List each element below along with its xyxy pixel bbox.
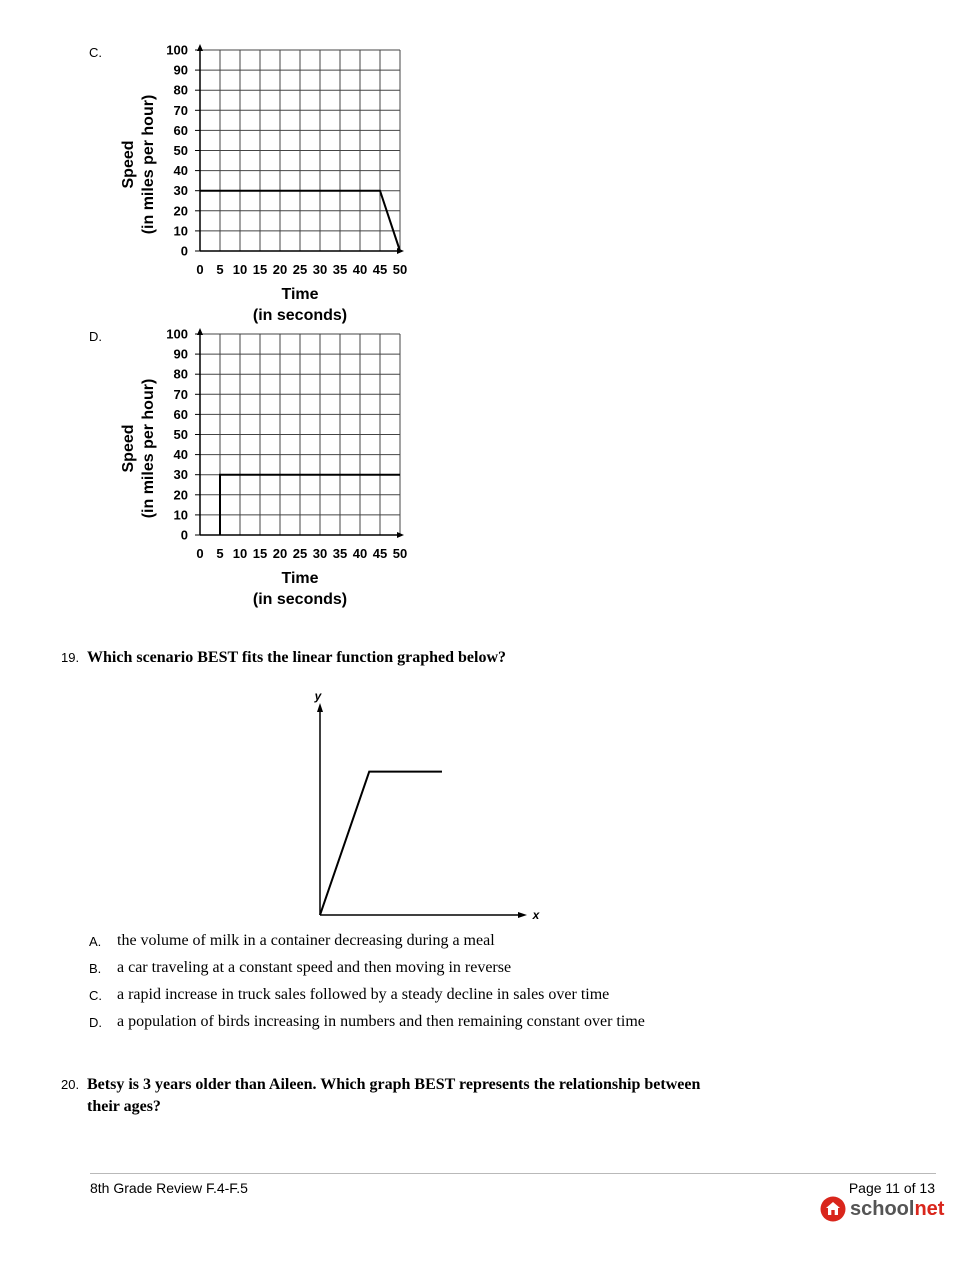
y-tick-label: 40 <box>173 447 188 463</box>
y-tick-label: 30 <box>173 467 188 483</box>
y-tick-label: 70 <box>173 102 188 118</box>
schoolnet-logo <box>820 1195 944 1223</box>
y-tick-label: 50 <box>173 143 188 158</box>
question-20-text <box>87 1074 847 1118</box>
data-line <box>320 772 442 915</box>
x-axis-label: x <box>532 908 540 922</box>
x-axis-title: Time <box>281 286 319 303</box>
data-line <box>220 475 400 535</box>
x-tick-label: 20 <box>272 546 288 561</box>
y-tick-label: 0 <box>180 527 188 543</box>
y-axis-arrow <box>317 703 323 712</box>
x-tick-label: 50 <box>392 546 408 561</box>
x-tick-label: 40 <box>352 262 368 277</box>
y-tick-label: 90 <box>173 62 188 78</box>
x-tick-label: 5 <box>216 262 224 277</box>
option-letter-c: C. <box>89 45 102 60</box>
y-axis-subtitle: (in miles per hour) <box>140 378 157 519</box>
y-tick-label: 10 <box>173 223 188 239</box>
question-19-options <box>89 932 849 1040</box>
y-axis-arrow <box>197 44 203 51</box>
x-tick-label: 10 <box>232 262 248 277</box>
answer-letter: B. <box>89 961 102 976</box>
y-tick-label: 70 <box>173 386 188 402</box>
y-tick-label: 30 <box>173 183 188 199</box>
x-tick-label: 25 <box>292 262 308 277</box>
y-tick-label: 0 <box>180 243 188 259</box>
y-axis-title: Speed <box>120 140 137 189</box>
answer-letter: D. <box>89 1015 102 1030</box>
speed-time-chart-c-svg <box>100 36 430 331</box>
x-tick-label: 5 <box>216 546 224 561</box>
x-axis-title: Time <box>281 570 319 587</box>
x-tick-label: 0 <box>196 262 204 277</box>
y-tick-label: 10 <box>173 507 188 523</box>
speed-time-chart-c <box>100 36 430 336</box>
y-tick-label: 20 <box>173 487 188 503</box>
y-axis-label: y <box>314 689 322 703</box>
question-20-number: 20. <box>61 1077 80 1092</box>
logo-text-net: net <box>914 1197 945 1220</box>
x-tick-label: 20 <box>272 262 288 277</box>
answer-option-b[interactable] <box>89 959 849 986</box>
page-number: Page 11 of 13 <box>848 1180 935 1196</box>
answer-option-c[interactable] <box>89 986 849 1013</box>
y-tick-label: 60 <box>173 406 188 422</box>
y-tick-label: 90 <box>173 346 188 362</box>
linear-function-graph <box>300 688 550 933</box>
y-tick-label: 100 <box>166 326 188 342</box>
answer-option-d[interactable] <box>89 1013 849 1040</box>
option-letter-d: D. <box>89 329 102 344</box>
answer-option-a[interactable] <box>89 932 849 959</box>
answer-text: a population of birds increasing in numbers and then remaining constant over time <box>117 1013 645 1030</box>
question-19-number: 19. <box>61 650 80 665</box>
x-axis-arrow <box>518 912 527 918</box>
x-axis-subtitle: (in seconds) <box>252 591 348 608</box>
question-19-text: Which scenario BEST fits the linear function graphed below? <box>87 649 506 666</box>
speed-time-chart-d <box>100 320 430 620</box>
y-tick-label: 60 <box>173 122 188 138</box>
logo-text-school: school <box>850 1197 915 1220</box>
y-tick-label: 100 <box>166 42 188 58</box>
x-tick-label: 25 <box>292 546 308 561</box>
y-axis-title: Speed <box>120 424 137 473</box>
x-tick-label: 50 <box>392 262 408 277</box>
footer-divider <box>90 1173 936 1174</box>
x-tick-label: 35 <box>332 262 348 277</box>
y-tick-label: 20 <box>173 203 188 219</box>
y-axis-subtitle: (in miles per hour) <box>140 94 157 235</box>
answer-text: the volume of milk in a container decreasing during a meal <box>117 932 495 949</box>
house-icon <box>820 1196 846 1222</box>
x-tick-label: 15 <box>252 262 268 277</box>
x-tick-label: 0 <box>196 546 204 561</box>
x-tick-label: 45 <box>372 262 388 277</box>
x-tick-label: 45 <box>372 546 388 561</box>
footer-title: 8th Grade Review F.4-F.5 <box>90 1180 248 1196</box>
x-tick-label: 10 <box>232 546 248 561</box>
x-tick-label: 15 <box>252 546 268 561</box>
y-tick-label: 80 <box>173 366 188 382</box>
x-tick-label: 40 <box>352 546 368 561</box>
answer-letter: A. <box>89 934 102 949</box>
y-axis-arrow <box>197 328 203 335</box>
y-tick-label: 50 <box>173 427 188 442</box>
question-20-line-2: their ages? <box>87 1098 161 1115</box>
x-tick-label: 30 <box>312 262 328 277</box>
answer-letter: C. <box>89 988 102 1003</box>
x-axis-subtitle: (in seconds) <box>252 307 348 324</box>
x-tick-label: 30 <box>312 546 328 561</box>
y-tick-label: 40 <box>173 163 188 179</box>
x-tick-label: 35 <box>332 546 348 561</box>
y-tick-label: 80 <box>173 82 188 98</box>
question-20-line-1: Betsy is 3 years older than Aileen. Which graph BEST represents the relationship between <box>87 1076 701 1093</box>
linear-function-graph-svg <box>300 688 550 928</box>
answer-text: a car traveling at a constant speed and then moving in reverse <box>117 959 512 976</box>
speed-time-chart-d-svg <box>100 320 430 615</box>
answer-text: a rapid increase in truck sales followed by a steady decline in sales over time <box>117 986 610 1003</box>
